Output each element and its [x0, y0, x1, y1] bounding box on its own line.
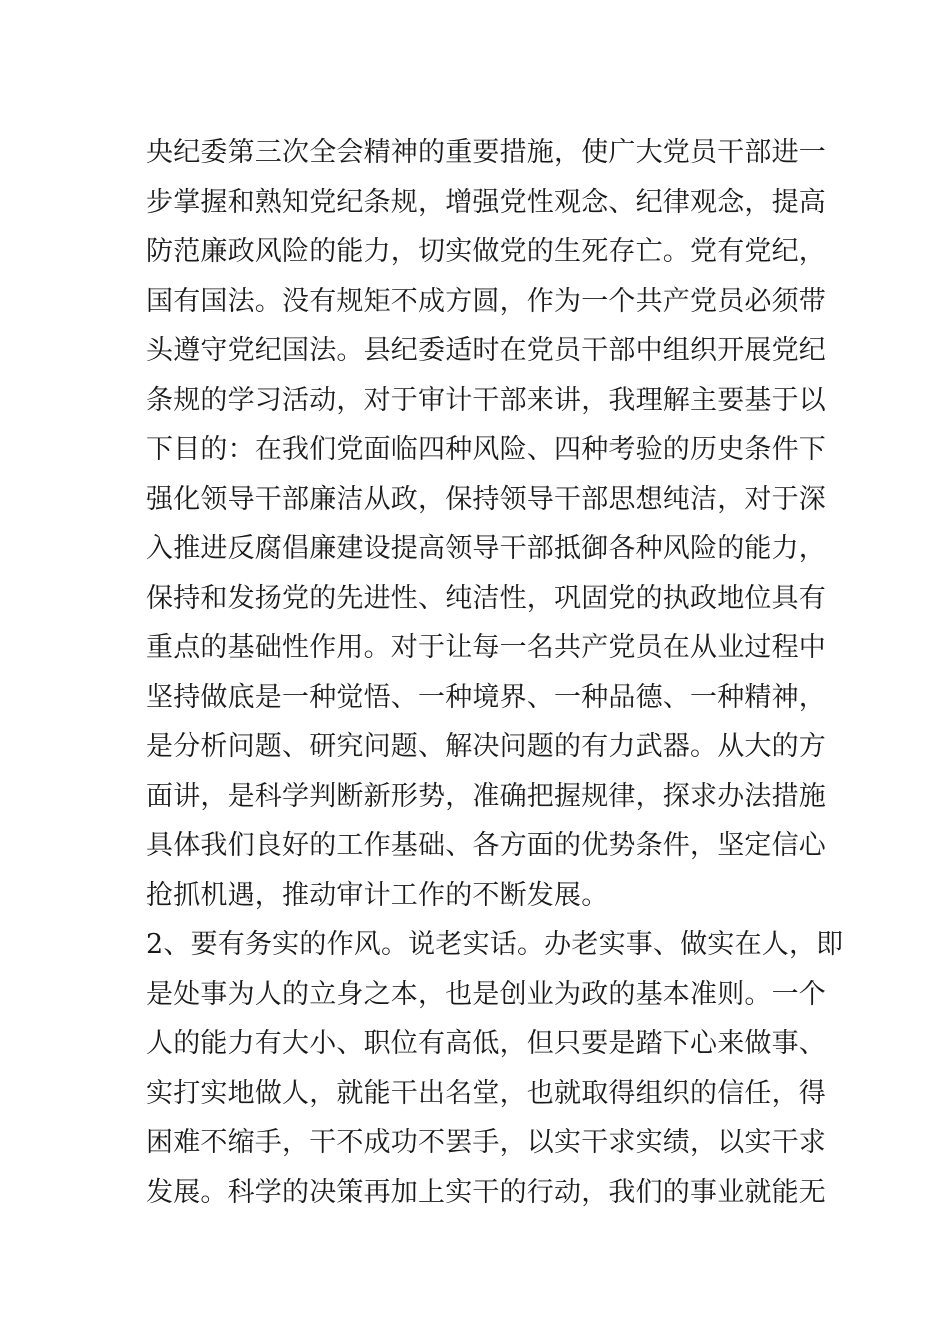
text-line: 抢抓机遇，推动审计工作的不断发展。: [146, 879, 609, 911]
text-line: 头遵守党纪国法。县纪委适时在党员干部中组织开展党纪: [146, 335, 826, 366]
text-line: 重点的基础性作用。对于让每一名共产党员在从业过程中: [146, 632, 826, 663]
text-line: 面讲，是科学判断新形势，准确把握规律，探求办法措施: [146, 780, 826, 812]
text-line: 是处事为人的立身之本，也是创业为政的基本准则。一个: [146, 978, 826, 1010]
text-line: 发展。科学的决策再加上实干的行动，我们的事业就能无: [146, 1176, 826, 1208]
text-line: 步掌握和熟知党纪条规，增强党性观念、纪律观念，提高: [146, 186, 826, 218]
text-line: 央纪委第三次全会精神的重要措施，使广大党员干部进一: [146, 137, 826, 168]
text-line: 困难不缩手，干不成功不罢手，以实干求实绩，以实干求: [146, 1127, 826, 1158]
text-line: 是分析问题、研究问题、解决问题的有力武器。从大的方: [146, 731, 826, 762]
body-text: [146, 128, 844, 1217]
text-line: 人的能力有大小、职位有高低，但只要是踏下心来做事、: [146, 1028, 826, 1059]
text-line: 保持和发扬党的先进性、纯洁性，巩固党的执政地位具有: [146, 582, 826, 614]
text-line: 防范廉政风险的能力，切实做党的生死存亡。党有党纪，: [146, 236, 826, 267]
text-line: 下目的：在我们党面临四种风险、四种考验的历史条件下: [146, 434, 826, 465]
text-line: 实打实地做人，就能干出名堂，也就取得组织的信任，得: [146, 1077, 826, 1109]
text-line: 国有国法。没有规矩不成方圆，作为一个共产党员必须带: [146, 285, 826, 317]
text-line: 强化领导干部廉洁从政，保持领导干部思想纯洁，对于深: [146, 483, 826, 515]
text-line: 具体我们良好的工作基础、各方面的优势条件，坚定信心: [146, 830, 826, 861]
text-line: 条规的学习活动，对于审计干部来讲，我理解主要基于以: [146, 384, 826, 416]
text-line: 入推进反腐倡廉建设提高领导干部抵御各种风险的能力，: [146, 533, 826, 564]
text-line: 坚持做底是一种觉悟、一种境界、一种品德、一种精神，: [146, 681, 826, 713]
text-line: 2、要有务实的作风。说老实话。办老实事、做实在人，即: [146, 929, 844, 960]
